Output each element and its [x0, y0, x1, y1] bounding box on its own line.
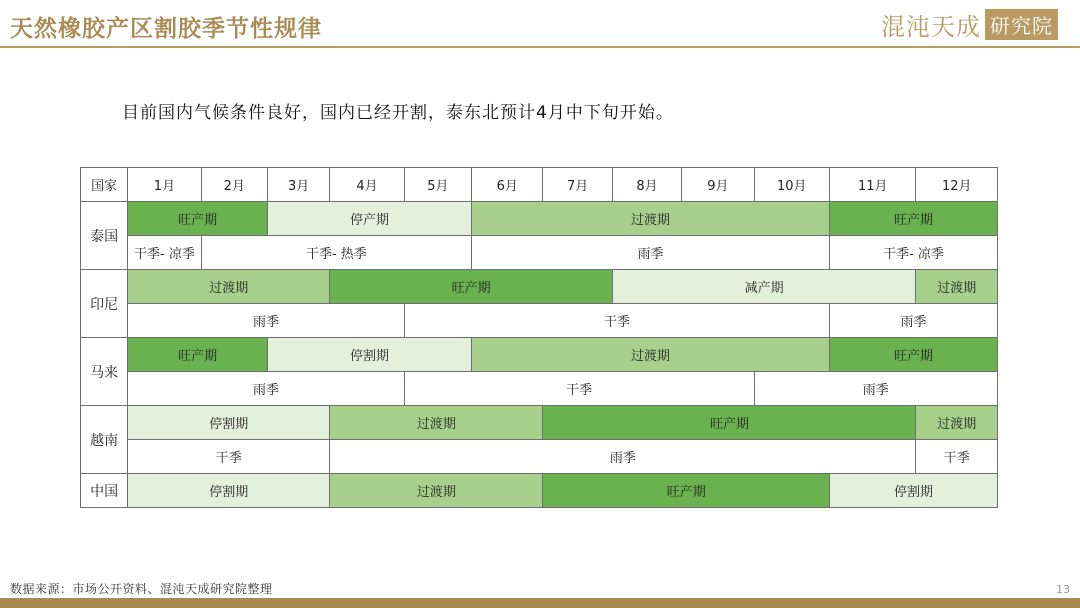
table-row — [81, 440, 998, 474]
period-cell: 旺产期 — [543, 474, 830, 508]
header-divider — [0, 46, 1080, 48]
climate-cell: 干季- 凉季 — [830, 236, 998, 270]
climate-cell: 干季- 热季 — [201, 236, 471, 270]
country-malaysia: 马来 — [81, 338, 128, 406]
climate-cell: 雨季 — [830, 304, 998, 338]
climate-cell: 雨季 — [330, 440, 916, 474]
period-cell: 旺产期 — [543, 406, 916, 440]
header-cell: 6月 — [472, 168, 543, 202]
logo-box-text: 研究院 — [985, 9, 1058, 40]
tapping-season-table — [80, 167, 998, 508]
period-cell: 过渡期 — [128, 270, 330, 304]
logo-script-text: 混沌天成 — [881, 12, 981, 41]
table-row — [81, 236, 998, 270]
climate-cell: 干季 — [404, 372, 754, 406]
period-cell: 减产期 — [612, 270, 916, 304]
data-source-note: 数据来源：市场公开资料、混沌天成研究院整理 — [10, 582, 273, 596]
country-vietnam: 越南 — [81, 406, 128, 474]
header-cell: 12月 — [916, 168, 998, 202]
table-header-row — [81, 168, 998, 202]
header-cell: 7月 — [543, 168, 612, 202]
brand-logo — [881, 8, 1058, 40]
country-indonesia: 印尼 — [81, 270, 128, 338]
country-china: 中国 — [81, 474, 128, 508]
header-cell: 9月 — [682, 168, 754, 202]
header-cell: 国家 — [81, 168, 128, 202]
climate-cell: 干季 — [128, 440, 330, 474]
table-row — [81, 304, 998, 338]
period-cell: 旺产期 — [330, 270, 613, 304]
header-cell: 4月 — [330, 168, 404, 202]
summary-text: 目前国内气候条件良好，国内已经开割，泰东北预计4月中下旬开始。 — [122, 103, 674, 123]
table-row — [81, 338, 998, 372]
period-cell: 停割期 — [128, 406, 330, 440]
period-cell: 过渡期 — [916, 406, 998, 440]
header — [0, 0, 1080, 50]
period-cell: 过渡期 — [472, 338, 830, 372]
header-cell: 3月 — [268, 168, 330, 202]
page-title: 天然橡胶产区割胶季节性规律 — [10, 15, 322, 42]
period-cell: 停割期 — [268, 338, 472, 372]
header-cell: 10月 — [754, 168, 829, 202]
footer-bar — [0, 598, 1080, 608]
page-number: 13 — [1056, 583, 1070, 596]
period-cell: 停割期 — [830, 474, 998, 508]
period-cell: 过渡期 — [330, 406, 543, 440]
table-row — [81, 270, 998, 304]
climate-cell: 雨季 — [472, 236, 830, 270]
table-row — [81, 474, 998, 508]
climate-cell: 干季 — [404, 304, 829, 338]
period-cell: 过渡期 — [330, 474, 543, 508]
period-cell: 旺产期 — [830, 338, 998, 372]
period-cell: 过渡期 — [916, 270, 998, 304]
period-cell: 停割期 — [128, 474, 330, 508]
climate-cell: 雨季 — [128, 304, 404, 338]
climate-cell: 干季- 凉季 — [128, 236, 201, 270]
period-cell: 旺产期 — [830, 202, 998, 236]
header-cell: 5月 — [404, 168, 471, 202]
climate-cell: 干季 — [916, 440, 998, 474]
table-row — [81, 406, 998, 440]
header-cell: 1月 — [128, 168, 201, 202]
climate-cell: 雨季 — [754, 372, 997, 406]
table-row — [81, 372, 998, 406]
header-cell: 8月 — [612, 168, 681, 202]
header-cell: 2月 — [201, 168, 267, 202]
table-row — [81, 202, 998, 236]
climate-cell: 雨季 — [128, 372, 404, 406]
country-thailand: 泰国 — [81, 202, 128, 270]
period-cell: 停产期 — [268, 202, 472, 236]
header-cell: 11月 — [830, 168, 916, 202]
period-cell: 旺产期 — [128, 202, 268, 236]
period-cell: 过渡期 — [472, 202, 830, 236]
period-cell: 旺产期 — [128, 338, 268, 372]
